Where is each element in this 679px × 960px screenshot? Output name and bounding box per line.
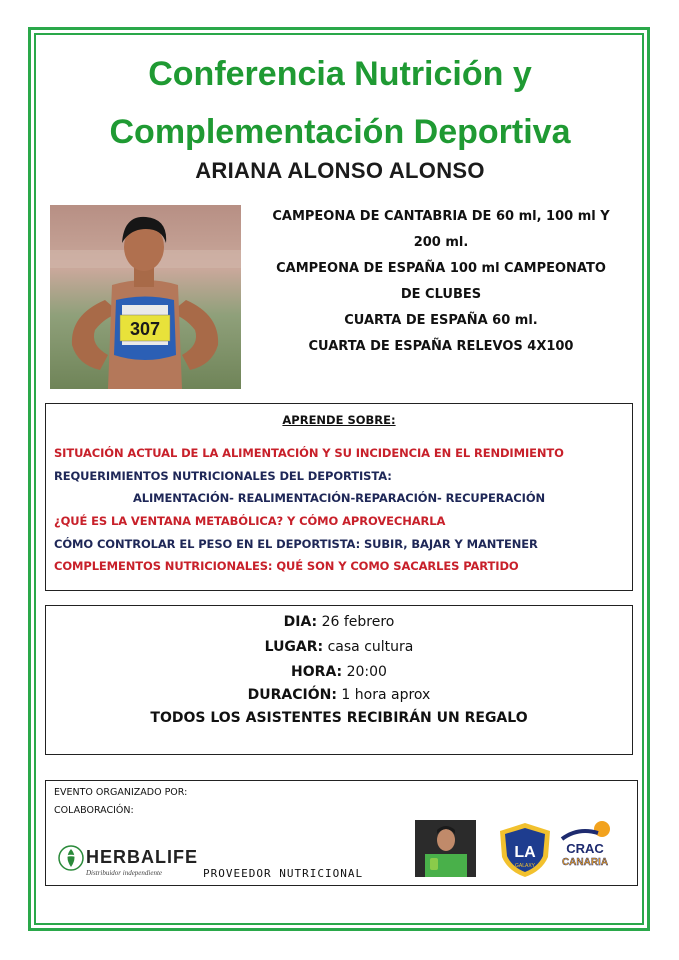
event-details-box	[45, 605, 633, 755]
learn-item: COMPLEMENTOS NUTRICIONALES: QUÉ SON Y COMO SACARLES PARTIDO	[54, 559, 519, 573]
event-duration-label: DURACIÓN:	[247, 687, 337, 703]
event-time-value: 20:00	[342, 664, 387, 680]
learn-heading: APRENDE SOBRE:	[282, 413, 396, 427]
event-place-label: LUGAR:	[264, 639, 324, 655]
event-duration	[46, 687, 632, 703]
learn-item: REQUERIMIENTOS NUTRICIONALES DEL DEPORTISTA:	[54, 469, 392, 483]
achievement-line: CAMPEONA DE ESPAÑA 100 ml CAMPEONATO	[276, 261, 606, 276]
event-place	[46, 639, 632, 655]
club-logo-text2: CANARIA	[561, 857, 609, 868]
learn-item: ALIMENTACIÓN- REALIMENTACIÓN-REPARACIÓN- RECUPERACIÓN	[132, 491, 546, 505]
organizer-box	[45, 780, 638, 886]
event-time-label: HORA:	[291, 664, 343, 680]
achievement-line: 200 ml.	[413, 235, 469, 250]
achievement-line: CAMPEONA DE CANTABRIA DE 60 ml, 100 ml Y	[272, 209, 610, 224]
athlete-photo	[50, 205, 241, 389]
achievement-line: CUARTA DE ESPAÑA 60 ml.	[344, 313, 538, 328]
event-place-value: casa cultura	[323, 639, 414, 655]
learn-item: CÓMO CONTROLAR EL PESO EN EL DEPORTISTA: SUBIR, BAJAR Y MANTENER	[54, 537, 538, 551]
event-date-value: 26 febrero	[317, 614, 395, 630]
achievement-line: CUARTA DE ESPAÑA RELEVOS 4X100	[308, 339, 574, 354]
page-title-line1: Conferencia Nutrición y	[148, 55, 532, 93]
speaker-name: ARIANA ALONSO ALONSO	[195, 158, 485, 183]
learn-item: SITUACIÓN ACTUAL DE LA ALIMENTACIÓN Y SU INCIDENCIA EN EL RENDIMIENTO	[54, 446, 564, 460]
herbalife-subtitle: Distribuidor independiente	[86, 869, 163, 877]
event-duration-value: 1 hora aprox	[336, 687, 431, 703]
la-galaxy-logo	[498, 821, 552, 879]
event-date-label: DIA:	[283, 614, 318, 630]
provider-label: PROVEEDOR NUTRICIONAL	[203, 867, 364, 880]
club-logo-text1: CRAC	[566, 841, 604, 856]
event-gift-note: TODOS LOS ASISTENTES RECIBIRÁN UN REGALO	[150, 710, 528, 726]
learn-item: ¿QUÉ ES LA VENTANA METABÓLICA? Y CÓMO APROVECHARLA	[54, 514, 446, 528]
event-time	[46, 664, 632, 680]
collaboration-label: COLABORACIÓN:	[54, 805, 134, 816]
learn-box	[45, 403, 633, 591]
page-title-line2: Complementación Deportiva	[109, 113, 571, 151]
la-logo-text: LA	[514, 844, 536, 861]
bib-number: 307	[129, 319, 161, 339]
club-logo	[558, 819, 612, 879]
event-date	[46, 614, 632, 630]
organized-by-label: EVENTO ORGANIZADO POR:	[54, 787, 188, 798]
sponsor-athlete-photo	[415, 820, 476, 877]
herbalife-leaf-icon	[58, 845, 84, 871]
achievement-line: DE CLUBES	[400, 287, 482, 302]
herbalife-brand: HERBALIFE	[86, 847, 198, 867]
la-logo-subtext: GALAXY	[514, 863, 536, 869]
achievements-list	[252, 204, 630, 360]
